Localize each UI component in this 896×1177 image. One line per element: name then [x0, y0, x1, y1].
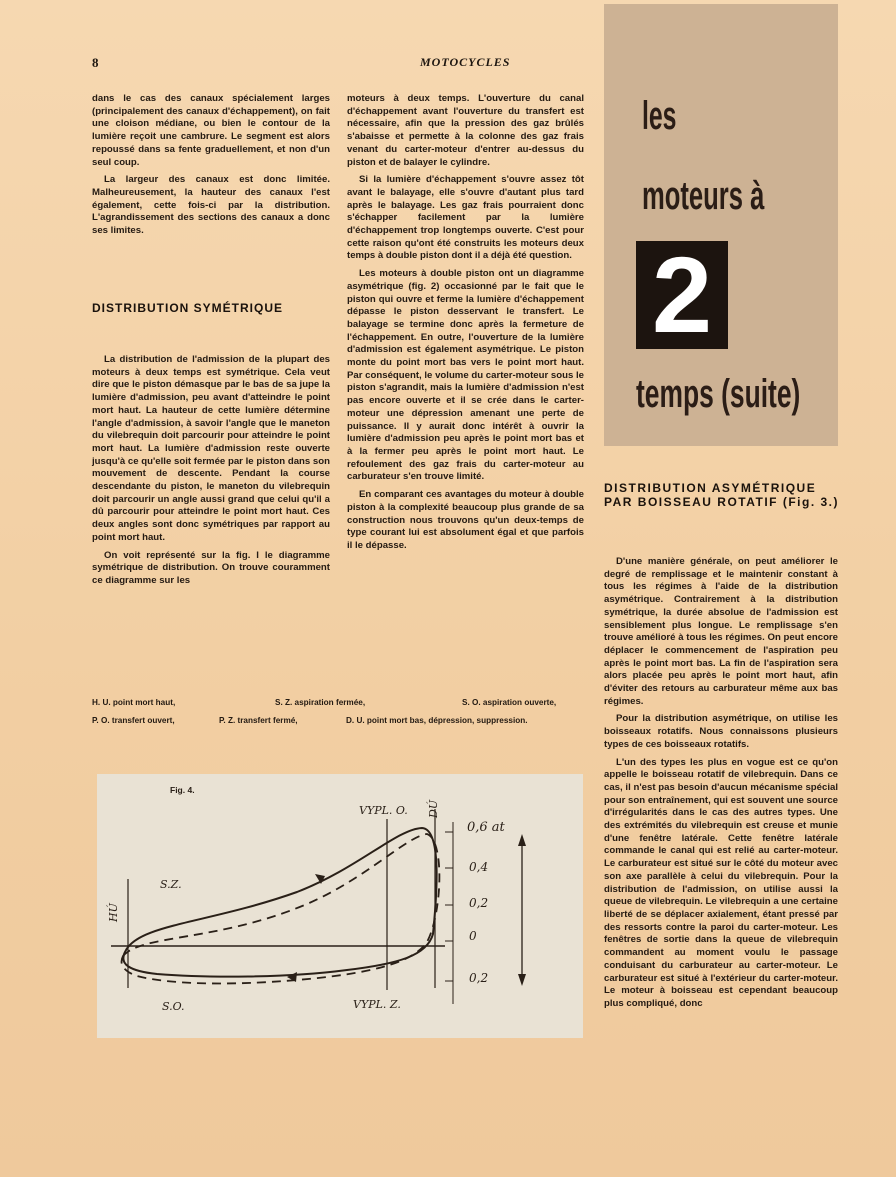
figure-4-diagram: [97, 774, 583, 1038]
label-hu: HÚ: [107, 903, 120, 922]
scale-label-06: 0,6 at: [467, 820, 505, 835]
legend-po: P. O. transfert ouvert,: [92, 716, 175, 725]
title-line-temps: temps (suite): [636, 372, 801, 416]
column-1-intro: [92, 93, 330, 243]
column-3: [604, 556, 838, 1016]
title-line-les: les: [642, 94, 677, 138]
column-2: [347, 93, 584, 558]
column-1-symmetric: [92, 354, 330, 593]
label-vypl-z: VYPL. Z.: [353, 998, 401, 1011]
title-line-moteurs: moteurs à: [642, 174, 765, 218]
article-title-panel: [604, 4, 838, 446]
paragraph: Pour la distribution asymétrique, on utilise les boisseaux rotatifs. Nous connaissons plusieurs types de ces boisseaux rotatifs.: [604, 713, 838, 750]
paragraph: La largeur des canaux est donc limitée. Malheureusement, la hauteur des canaux l'est également, cette fois-ci par la distribution. L'agrandissement des sections des canaux a donc ses limites.: [92, 174, 330, 237]
legend-du: D. U. point mort bas, dépression, suppression.: [346, 716, 528, 725]
page-number: 8: [92, 55, 99, 70]
arrow-down: [518, 974, 526, 986]
label-du: DÚ: [427, 799, 440, 818]
paragraph: D'une manière générale, on peut améliorer le degré de remplissage et le maintenir constant à tous les régimes à l'aide de la distribution asymétrique. Contrairement à la distribution symétrique, la durée absolue de l'admission est sensiblement plus longue. Le remplissage s'en trouve amélioré à tous les régimes. On peut encore déplacer le commencement de l'aspiration peu après le point mort bas. La fin de l'aspiration sera alors placée peu après le point mort haut, afin d'éviter des retours au carburateur même aux bas régimes.: [604, 556, 838, 707]
solid-pressure-loop: [123, 828, 436, 977]
label-so: S.O.: [162, 1000, 185, 1013]
paragraph: On voit représenté sur la fig. I le diagramme symétrique de distribution. On trouve couramment ce diagramme sur les: [92, 549, 330, 586]
legend-sz: S. Z. aspiration fermée,: [275, 698, 366, 707]
title-numeral-box: [636, 234, 728, 355]
paragraph: En comparant ces avantages du moteur à double piston à la complexité beaucoup plus grande de sa construction nous trouvons qu'un deux-temps de type courant lui est absolument égal et que parfois il le dépasse.: [347, 489, 584, 551]
paragraph: La distribution de l'admission de la plupart des moteurs à deux temps est symétrique. Cela veut dire que le piston démasque par le bas de sa jupe la lumière d'admission, peu avant d'atteindre le point mort haut. La hauteur de cette lumière détermine l'angle d'admission, à savoir l'angle que le maneton du vilebrequin doit parcourir pour atteindre le point mort haut. La lumière d'admission reste ouverte jusqu'à ce qu'elle soit fermée par le piston dans son mouvement de descente. Pendant la course descendante du piston, le maneton du vilebrequin doit parcourir un angle aussi grand que celui qu'il a dû parcourir pour atteindre le point mort haut. Ces deux angles sont donc symétriques par rapport au point mort haut.: [92, 354, 330, 543]
scale-label-0: 0: [469, 929, 477, 943]
title-numeral: 2: [651, 234, 713, 355]
heading-distribution-symetrique: DISTRIBUTION SYMÉTRIQUE: [92, 301, 284, 315]
label-vypl-o: VYPL. O.: [359, 804, 408, 817]
scale-label-neg02: 0,2: [469, 971, 489, 985]
paragraph: dans le cas des canaux spécialement larges (principalement des canaux d'échappement), on fait une cloison médiane, ou bien le contour de la lumière reçoit une cambrure. Le segment est alors repoussé dans sa fente graduellement, et non d'un seul coup.: [92, 93, 330, 168]
arrow-up: [518, 834, 526, 846]
paragraph: L'un des types les plus en vogue est ce qu'on appelle le boisseau rotatif de vilebrequin. Dans ce cas, il n'est pas besoin d'aucun mécanisme spécial pour son entraînement, qui est souvent une source d'irrégularités dans le cas des autres types. Une des extrémités du vilebrequin est creuse et munie d'une fenêtre latérale. Cette fenêtre latérale commande le canal qui est relié au carter-moteur. Le carburateur est situé sur le côté du moteur avec son axe parallèle à celui du vilebrequin. Pour la distribution de l'admission, on utilise aussi la queue de vilebrequin. Le vilebrequin a une certaine liberté de se déplacer axialement, étant pressé par des ressorts contre la paroi du carter-moteur. Les fenêtres de sortie dans la queue de vilebrequin commandent au moment voulu le passage conduisant du carburateur au carter-moteur. Le carburateur est situé à l'extérieur du carter-moteur. Le moteur à boisseau est cependant beaucoup plus compliqué, donc: [604, 756, 838, 1009]
legend-hu: H. U. point mort haut,: [92, 698, 176, 707]
scale-label-04: 0,4: [469, 860, 489, 874]
legend-pz: P. Z. transfert fermé,: [219, 716, 298, 725]
scale-label-02: 0,2: [469, 896, 489, 910]
heading-distribution-asymetrique: DISTRIBUTION ASYMÉTRIQUE PAR BOISSEAU ROTATIF (Fig. 3.): [604, 481, 839, 509]
paragraph: Si la lumière d'échappement s'ouvre assez tôt avant le balayage, elle s'ouvre d'autant plus tard après le balayage. Les gaz frais pourraient donc s'échapper facilement par la lumière d'échappement trop longtemps ouverte. C'est pour cette raison qu'ont été construits les moteurs deux temps à double piston dont il a déjà été question.: [347, 174, 584, 262]
diagram-svg: [97, 774, 583, 1038]
legend-so: S. O. aspiration ouverte,: [462, 698, 557, 707]
label-sz: S.Z.: [160, 878, 182, 891]
running-title: MOTOCYCLES: [420, 55, 511, 69]
paragraph: Les moteurs à double piston ont un diagramme asymétrique (fig. 2) occasionné par le fait que le piston qui ouvre et ferme la lumière d'échappement dépasse le piston desservant le transfert. Le balayage se termine donc après la fermeture de l'échappement. En outre, l'ouverture de la lumière d'admission est également asymétrique. Le piston monte du point mort bas vers le point mort haut. Par conséquent, le volume du carter-moteur sous le piston s'agrandit, mais la lumière d'admission n'est pas encore ouverte et il se crée dans le carter-moteur une dépression amenant une perte de puissance. Il y aurait donc intérêt à ouvrir la lumière d'admission peu après le point mort bas et à la fermer peu après le point mort haut. Le refoulement des gaz frais du carter-moteur au carburateur s'en trouve limité.: [347, 268, 584, 483]
dashed-pressure-loop: [122, 834, 440, 983]
paragraph: moteurs à deux temps. L'ouverture du canal d'échappement avant l'ouverture du transfert est nécessaire, afin que la pression des gaz brûlés s'abaisse et permette à la colonne des gaz frais venant du carter-moteur d'entrer au-dessus du piston et de balayer le cylindre.: [347, 93, 584, 168]
figure-caption: Fig. 4.: [170, 785, 195, 795]
